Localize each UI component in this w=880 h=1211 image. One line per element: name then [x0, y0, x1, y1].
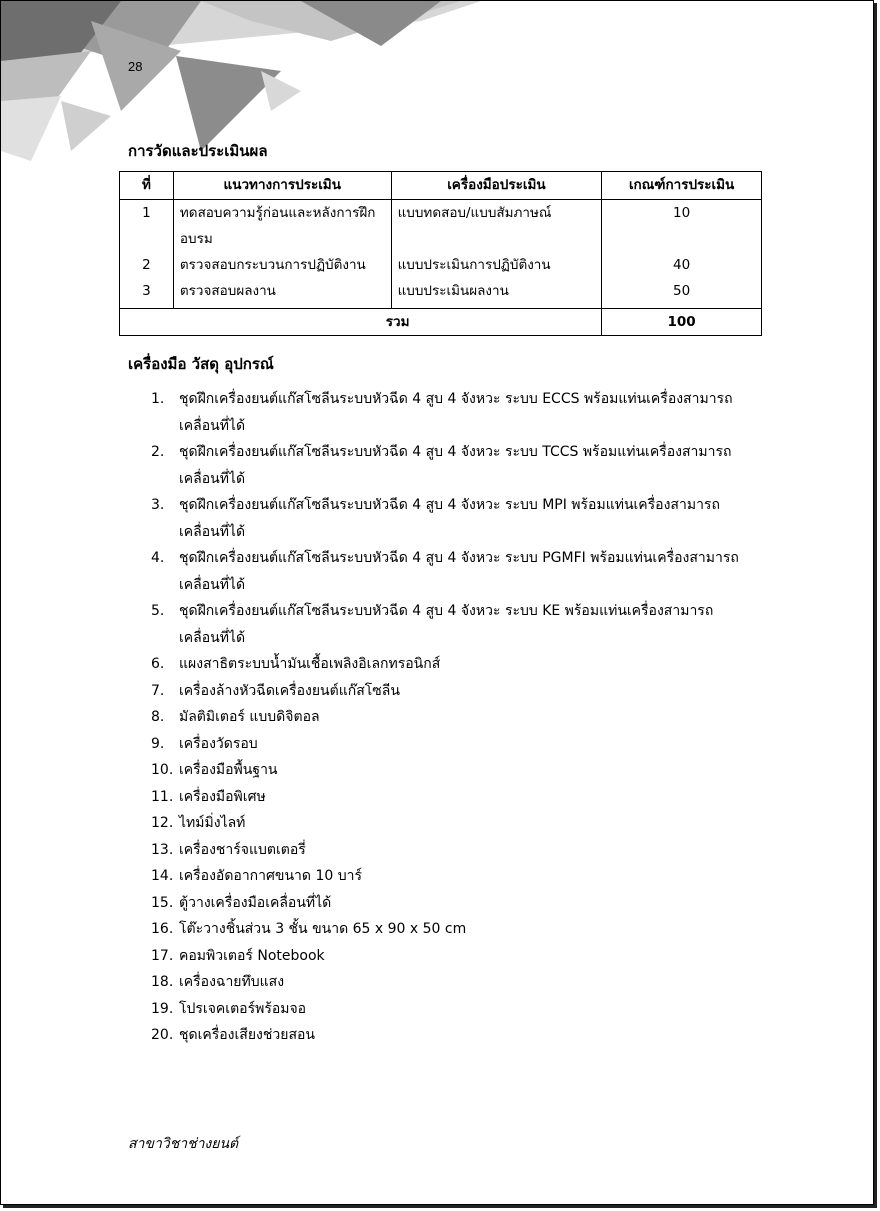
decorative-polygon-header	[1, 1, 481, 161]
list-item-text: ตู้วางเครื่องมือเคลื่อนที่ได้	[179, 894, 332, 911]
list-item-text: เครื่องมือพื้นฐาน	[179, 762, 278, 778]
list-item-number: 9.	[151, 735, 165, 752]
list-item-number: 19.	[151, 1000, 174, 1017]
row-criteria: 50	[602, 278, 762, 309]
row-approach: ตรวจสอบกระบวนการปฏิบัติงาน	[173, 252, 391, 278]
list-item	[151, 386, 761, 439]
list-item-number: 8.	[151, 709, 165, 725]
header-no: ที่	[120, 172, 174, 200]
list-item-text: ชุดฝึกเครื่องยนต์แก๊สโซลีนระบบหัวฉีด 4 สูบ 4 จังหวะ ระบบ MPI พร้อมแท่นเครื่องสามารถเคลื่อนที่ได้	[179, 497, 720, 540]
row-criteria: 10	[602, 200, 762, 253]
list-item	[151, 916, 761, 943]
list-item-number: 3.	[151, 497, 165, 513]
list-item	[151, 890, 761, 917]
list-item-number: 7.	[151, 682, 165, 699]
list-item-text: เครื่องล้างหัวฉีดเครื่องยนต์แก๊สโซลีน	[179, 682, 400, 699]
list-item-text: ไทม์มิ่งไลท์	[179, 815, 246, 831]
list-item	[151, 810, 761, 837]
row-no: 1	[120, 200, 174, 253]
header-approach: แนวทางการประเมิน	[173, 172, 391, 200]
list-item	[151, 996, 761, 1023]
list-item-text: เครื่องอัดอากาศขนาด 10 บาร์	[179, 868, 362, 884]
row-tool: แบบประเมินผลงาน	[391, 278, 602, 309]
header-tool: เครื่องมือประเมิน	[391, 172, 602, 200]
list-item-text: แผงสาธิตระบบน้ำมันเชื้อเพลิงอิเลกทรอนิกส์	[179, 656, 441, 672]
list-item-number: 6.	[151, 656, 165, 672]
list-item-number: 14.	[151, 868, 174, 884]
list-item	[151, 492, 761, 545]
list-item	[151, 943, 761, 970]
list-item-text: เครื่องชาร์จแบตเตอรี่	[179, 841, 306, 858]
list-item-text: โปรเจคเตอร์พร้อมจอ	[179, 1000, 307, 1017]
row-tool: แบบประเมินการปฏิบัติงาน	[391, 252, 602, 278]
table-header-row	[120, 172, 762, 200]
list-item-text: ชุดฝึกเครื่องยนต์แก๊สโซลีนระบบหัวฉีด 4 สูบ 4 จังหวะ ระบบ KE พร้อมแท่นเครื่องสามารถเคลื่อนที่ได้	[179, 603, 714, 646]
tools-list	[151, 386, 761, 1049]
list-item-number: 12.	[151, 815, 174, 831]
row-tool: แบบทดสอบ/แบบสัมภาษณ์	[391, 200, 602, 253]
table-row	[120, 278, 762, 309]
list-item-text: คอมพิวเตอร์ Notebook	[179, 947, 325, 964]
list-item-text: ชุดฝึกเครื่องยนต์แก๊สโซลีนระบบหัวฉีด 4 สูบ 4 จังหวะ ระบบ PGMFI พร้อมแท่นเครื่องสามารถเคลื่อนที่ได้	[179, 550, 739, 593]
list-item	[151, 678, 761, 705]
list-item	[151, 439, 761, 492]
list-item-text: ชุดฝึกเครื่องยนต์แก๊สโซลีนระบบหัวฉีด 4 สูบ 4 จังหวะ ระบบ TCCS พร้อมแท่นเครื่องสามารถเคลื่อนที่ได้	[179, 444, 732, 487]
evaluation-section-title: การวัดและประเมินผล	[128, 142, 268, 160]
list-item-text: ชุดเครื่องเสียงช่วยสอน	[179, 1027, 315, 1043]
list-item	[151, 969, 761, 996]
list-item-text: เครื่องวัดรอบ	[179, 735, 258, 752]
list-item	[151, 784, 761, 811]
list-item	[151, 545, 761, 598]
list-item	[151, 837, 761, 864]
total-label: รวม	[120, 309, 602, 336]
row-criteria: 40	[602, 252, 762, 278]
header-criteria: เกณฑ์การประเมิน	[602, 172, 762, 200]
list-item	[151, 1022, 761, 1049]
list-item	[151, 704, 761, 731]
list-item-number: 18.	[151, 974, 174, 990]
list-item	[151, 757, 761, 784]
list-item-text: เครื่องมือพิเศษ	[179, 788, 266, 805]
list-item-number: 2.	[151, 444, 165, 460]
list-item-number: 5.	[151, 603, 165, 619]
page-footer: สาขาวิชาช่างยนต์	[128, 1136, 239, 1152]
list-item	[151, 651, 761, 678]
table-row	[120, 252, 762, 278]
row-no: 2	[120, 252, 174, 278]
list-item-text: โต๊ะวางชิ้นส่วน 3 ชั้น ขนาด 65 x 90 x 50 cm	[179, 921, 467, 937]
list-item-number: 1.	[151, 391, 165, 407]
list-item	[151, 598, 761, 651]
table-total-row	[120, 309, 762, 336]
list-item-text: เครื่องฉายทึบแสง	[179, 974, 285, 990]
table-row	[120, 200, 762, 253]
row-approach: ทดสอบความรู้ก่อนและหลังการฝึกอบรม	[173, 200, 391, 253]
list-item-number: 4.	[151, 550, 165, 566]
tools-section-title: เครื่องมือ วัสดุ อุปกรณ์	[128, 355, 274, 373]
total-value: 100	[602, 309, 762, 336]
list-item-number: 11.	[151, 788, 174, 805]
list-item-number: 15.	[151, 894, 174, 911]
row-approach: ตรวจสอบผลงาน	[173, 278, 391, 309]
list-item-number: 16.	[151, 921, 174, 937]
list-item	[151, 731, 761, 758]
list-item-number: 13.	[151, 841, 174, 858]
row-no: 3	[120, 278, 174, 309]
evaluation-table	[119, 171, 762, 336]
list-item-text: ชุดฝึกเครื่องยนต์แก๊สโซลีนระบบหัวฉีด 4 สูบ 4 จังหวะ ระบบ ECCS พร้อมแท่นเครื่องสามารถเคลื่อนที่ได้	[179, 391, 733, 434]
list-item-number: 17.	[151, 947, 174, 964]
list-item-text: มัลติมิเตอร์ แบบดิจิตอล	[179, 709, 320, 725]
list-item-number: 20.	[151, 1027, 174, 1043]
list-item-number: 10.	[151, 762, 174, 778]
page-number: 28	[128, 59, 143, 74]
list-item	[151, 863, 761, 890]
